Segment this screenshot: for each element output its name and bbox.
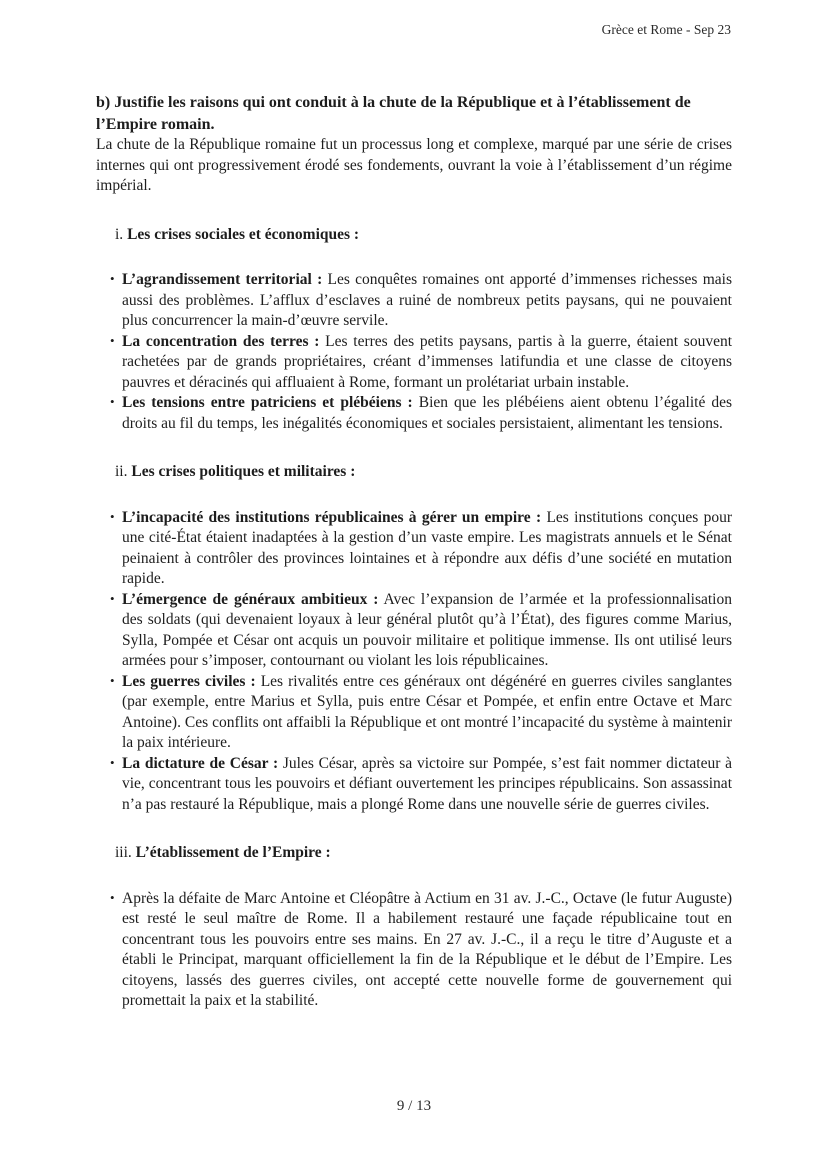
- bullet-list-i: [96, 270, 732, 434]
- item-text: Les rivalités entre ces généraux ont dégénéré en guerres civiles sanglantes (par exemple, entre Marius et Sylla, puis entre César et Pompée, et enfin entre Octave et Marc Antoine). Ces conflits ont affaibli la République et ont montré l’incapacité du système à maintenir la paix intérieure.: [122, 672, 732, 751]
- list-item: [122, 393, 732, 434]
- list-item: [122, 508, 732, 590]
- section-title: L’établissement de l’Empire :: [135, 844, 331, 861]
- intro-paragraph: La chute de la République romaine fut un processus long et complexe, marqué par une série de crises internes qui ont progressivement érodé ses fondements, ouvrant la voie à l’établissement d’un régime impérial.: [96, 136, 732, 194]
- item-text: Les terres des petits paysans, partis à la guerre, étaient souvent rachetées par de grands propriétaires, créant d’immenses latifundia et une classe de citoyens pauvres et déracinés qui affluaient à Rome, formant un prolétariat urbain instable.: [122, 332, 733, 391]
- section-number: ii.: [115, 463, 128, 480]
- list-item: [122, 889, 732, 1012]
- item-text: Les conquêtes romaines ont apporté d’immenses richesses mais aussi des problèmes. L’afflux d’esclaves a ruiné de nombreux petits paysans, qui ne pouvaient plus concurrencer la main-d’œuvre servile.: [122, 271, 732, 329]
- item-term: L’agrandissement territorial :: [122, 271, 323, 288]
- section-heading-i: [115, 225, 732, 246]
- item-term: Les tensions entre patriciens et plébéiens :: [122, 394, 413, 411]
- item-text: Après la défaite de Marc Antoine et Cléopâtre à Actium en 31 av. J.-C., Octave (le futur Auguste) est resté le seul maître de Rome. Il a habilement restauré une façade républicaine tout en concentrant tous les pouvoirs entre ses mains. En 27 av. J.-C., il a reçu le titre d’Auguste et a établi le Principat, marquant officiellement la fin de la République et le début de l’Empire. Les citoyens, lassés des guerres civiles, ont accepté cette nouvelle forme de gouvernement qui promettait la paix et la stabilité.: [122, 889, 732, 1009]
- bullet-list-iii: [96, 889, 732, 1012]
- item-text: Avec l’expansion de l’armée et la professionnalisation des soldats (qui devenaient loyaux à leur général plutôt qu’à l’État), des figures comme Marius, Sylla, Pompée et César ont acquis un pouvoir militaire et politique immense. Ils ont utilisé leurs armées pour s’imposer, contournant ou violant les lois républicaines.: [122, 590, 732, 669]
- item-text: Jules César, après sa victoire sur Pompée, s’est fait nommer dictateur à vie, concentrant tous les pouvoirs et défiant ouvertement les principes républicains. Son assassinat n’a pas restauré la République, mais a plongé Rome dans une nouvelle série de guerres civiles.: [122, 754, 733, 813]
- section-title: Les crises politiques et militaires :: [131, 463, 356, 480]
- item-term: Les guerres civiles :: [122, 672, 256, 690]
- section-title: Les crises sociales et économiques :: [127, 225, 360, 243]
- item-text: Bien que les plébéiens aient obtenu l’égalité des droits au fil du temps, les inégalités économiques et sociales persistaient, alimentant les tensions.: [122, 394, 733, 432]
- list-item: [122, 590, 732, 672]
- running-header: Grèce et Rome - Sep 23: [601, 22, 731, 37]
- question-title: b) Justifie les raisons qui ont conduit à la chute de la République et à l’établissement de l’Empire romain.: [96, 94, 691, 133]
- document-content: [96, 92, 732, 1012]
- list-item: [122, 270, 732, 332]
- list-item: [122, 332, 732, 394]
- item-term: L’émergence de généraux ambitieux :: [122, 590, 379, 608]
- list-item: [122, 754, 732, 816]
- item-text: Les institutions conçues pour une cité-État étaient inadaptées à la gestion d’un vaste empire. Les magistrats annuels et le Sénat peinaient à contrôler des provinces lointaines et à répondre aux défis d’une société en mutation rapide.: [122, 508, 733, 587]
- section-heading-ii: [115, 462, 732, 483]
- item-term: La dictature de César :: [122, 754, 279, 772]
- section-number: iii.: [115, 844, 132, 861]
- bullet-list-ii: [96, 508, 732, 816]
- section-heading-iii: [115, 843, 732, 864]
- list-item: [122, 672, 732, 754]
- section-number: i.: [115, 225, 124, 243]
- item-term: L’incapacité des institutions républicaines à gérer un empire :: [122, 508, 542, 526]
- page-number: 9 / 13: [396, 1098, 432, 1114]
- item-term: La concentration des terres :: [122, 332, 320, 350]
